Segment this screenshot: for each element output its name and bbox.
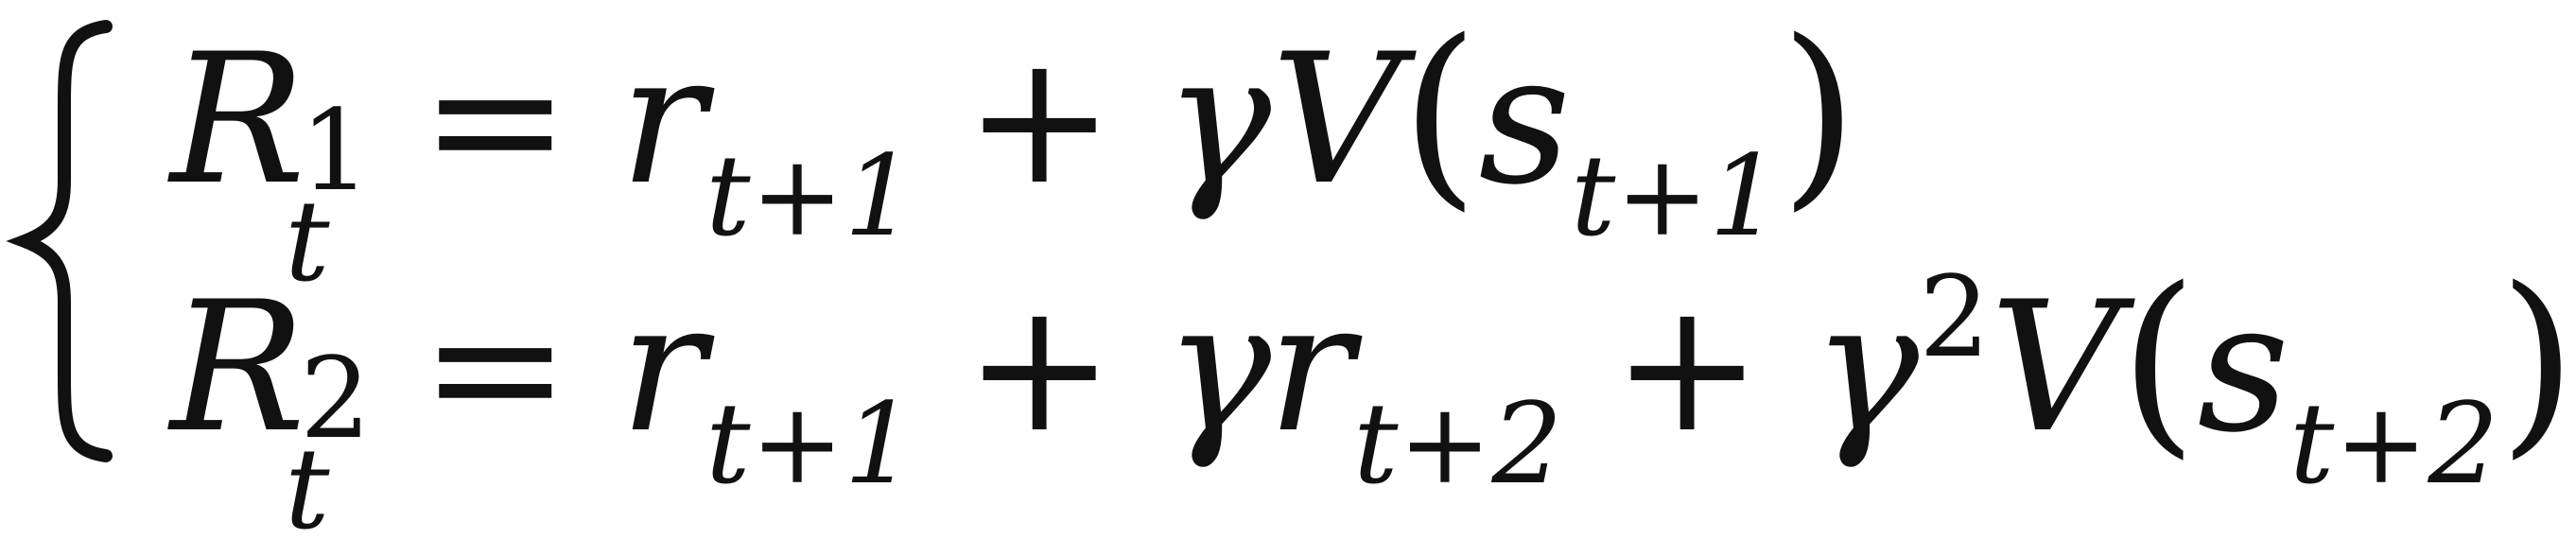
left-brace	[19, 19, 123, 463]
return-subscript: t	[285, 424, 330, 554]
equation-line-2	[170, 245, 2576, 554]
reward-symbol-2: r	[1267, 263, 1354, 472]
return-symbol: R	[170, 15, 306, 224]
reward-subscript: t+1	[705, 131, 915, 261]
reward-symbol: r	[619, 263, 706, 472]
left-paren: (	[2119, 245, 2198, 477]
state-symbol: s	[2197, 263, 2290, 472]
state-symbol: s	[1478, 15, 1571, 224]
left-paren: (	[1401, 0, 1479, 229]
return-superscript: 1	[300, 85, 372, 216]
right-paren: )	[1780, 0, 1858, 229]
gamma-symbol-2: γ	[1811, 263, 1920, 472]
value-function-symbol: V	[1271, 15, 1401, 224]
plus-sign-2: +	[1611, 263, 1763, 472]
gamma-exponent: 2	[1919, 252, 1991, 382]
plus-sign: +	[964, 263, 1115, 472]
return-symbol: R	[170, 263, 306, 472]
return-superscript: 2	[300, 333, 372, 463]
gamma-symbol: γ	[1163, 263, 1272, 472]
state-subscript: t+1	[1570, 131, 1781, 261]
equals-sign: =	[420, 263, 571, 472]
plus-sign: +	[964, 15, 1115, 224]
right-paren: )	[2498, 245, 2576, 477]
return-indices	[285, 333, 372, 554]
gamma-symbol: γ	[1163, 15, 1272, 224]
equation-line-1	[170, 0, 1858, 306]
state-subscript: t+2	[2289, 378, 2499, 509]
reward-subscript-2: t+2	[1353, 378, 1563, 509]
return-subscript: t	[285, 176, 330, 306]
reward-symbol: r	[619, 15, 706, 224]
value-function-symbol: V	[1990, 263, 2120, 472]
reward-subscript: t+1	[705, 378, 915, 509]
equals-sign: =	[420, 15, 571, 224]
